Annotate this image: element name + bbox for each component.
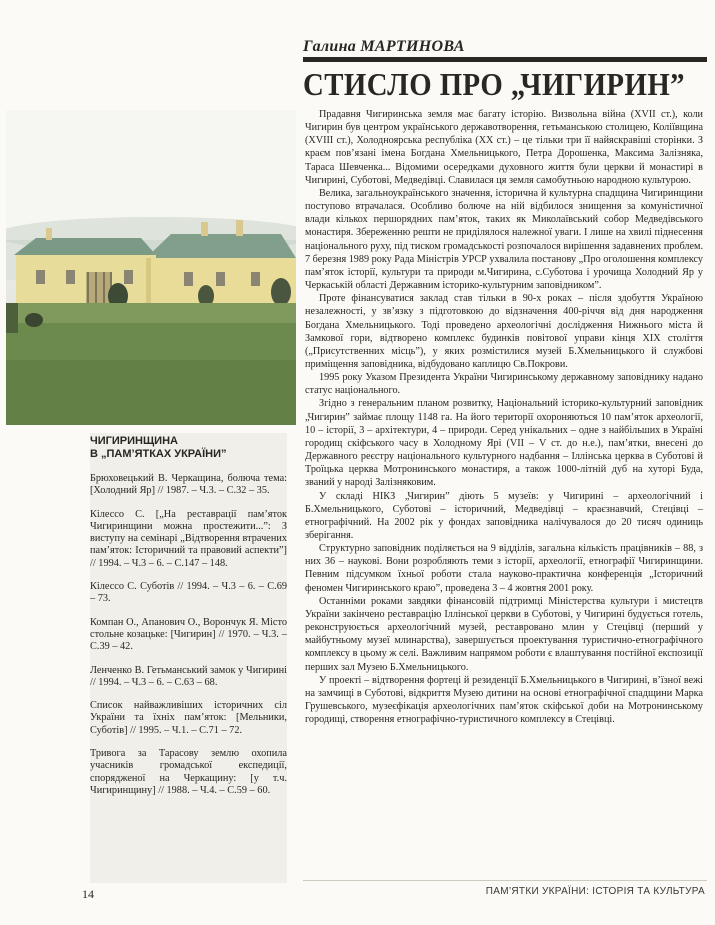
article-paragraph: У проекті – відтворення фортеці й резиденції Б.Хмельницького в Чигирині, в’їзної вежі на замчищі в Суботові, відкриття Музею дитини на основі етнографічної спадщини Марка Грушевського, музеєфікація археологічних пам’яток скіфської доби на Мотронинському городищі, створення етнографічно-туристичного комплексу в Стецівці. xyxy=(305,674,703,726)
reference-list xyxy=(90,473,287,808)
article-body xyxy=(305,108,703,878)
building-photo-icon xyxy=(6,110,296,425)
reference-item: Компан О., Апанович О., Ворончук Я. Місто стольне козацьке: [Чигирин] // 1970. – Ч.3. – С.39 – 42. xyxy=(90,616,287,653)
sidebar-heading xyxy=(90,435,287,461)
article-title xyxy=(303,64,707,104)
reference-item: Тривога за Тарасову землю охопила учасників громадської експедиції, спорядженої на Черкащину: [у т.ч. Чигиринщину] // 1988. – Ч.4. – С.59 – 60. xyxy=(90,748,287,796)
reference-item: Кілессо С. [„На реставрації пам’яток Чигиринщини можна простежити...”: З виступу на семінарі „Відтворення втрачених пам’яток: Історичний та правовий аспекти”] // 1994. – Ч.3 – 6. – С.147 – 148. xyxy=(90,508,287,569)
bibliography-sidebar xyxy=(90,433,287,883)
footer-rule xyxy=(303,880,707,881)
article-paragraph: Проте фінансуватися заклад став тільки в 90-х роках – після здобуття Україною незалежності, у зв’язку з підготовкою до відзначення 400-річчя від дня народження Богдана Хмельницького. Тоді проведено археологічні дослідження Нижнього міста й Замкової гори, відтворено комплекс будинків повітової управи кінця XIX століття („Присутственних місць”), у яких розмістилися музей Б.Хмельницького й службові приміщення заповідника, відбудовано каплицю Св.Покрови. xyxy=(305,293,703,370)
article-title-text: СТИСЛО ПРО „ЧИГИРИН” xyxy=(303,66,686,102)
sidebar-heading-line2: В „ПАМ’ЯТКАХ УКРАЇНИ” xyxy=(90,448,227,460)
reference-item: Список найважливіших історичних сіл України та їхніх пам’яток: [Мельники, Суботів] // 1995. – Ч.1. – С.71 – 72. xyxy=(90,700,287,736)
article-paragraph: Прадавня Чигиринська земля має багату історію. Визвольна війна (XVII ст.), коли Чигирин був центром українського державотворення, гетьманською столицею, Коліївщина (XVIII ст.), Холодноярська республіка (XX ст.) – це тільки три її найяскравіші сторінки. З краєм пов’язані імена Богдана Хмельницького, Петра Дорошенка, Максима Залізняка, Тараса Шевченка... Відомими осередками духовного життя були церкви й монастирі в Чигирині, Суботові, Медведівці. Славилася ця земля самобутньою народною культурою. xyxy=(305,109,703,186)
article-paragraph: Згідно з генеральним планом розвитку, Національний історико-культурний заповідник „Чигирин” займає площу 1148 га. На його території охороняються 10 пам’яток археології, 10 – історії, 3 – архітектури, 4 – природи. Серед унікальних – одне з найбільших в Україні городищ скіфського часу в Холодному Ярі (VII – V ст. до н.е.), пам’ятки, внесені до Державного реєстру національного культурного надбання – Іллінська церква в Суботові й Троїцька церква Мотронинського монастиря, а також 1000-літній дуб на хуторі Буда, званий у народі Залізняковим. xyxy=(305,398,703,489)
article-paragraph: Останніми роками завдяки фінансовій підтримці Міністерства культури і мистецтв України закінчено реставрацію Іллінської церкви в Суботові, у Чигирині будується готель, реконструюється археологічний музей, реставровано млин у Стецівці (перший у майбутньому музеї млинарства), завершується проектування туристично-етнографічного комплексу в цьому ж селі. Важливим напрямом роботи є влаштування постійної експозиції перших зал Музею Б.Хмельницького. xyxy=(305,595,703,673)
building-photo xyxy=(6,110,296,425)
sidebar-heading-line1: ЧИГИРИНЩИНА xyxy=(90,435,178,447)
article-paragraph: У складі НІКЗ „Чигирин” діють 5 музеїв: у Чигирині – археологічний і Б.Хмельницького, Суботові – історичний, Медведівці – краєзнавчий, Стецівці – етнографічний. На 2002 рік у фондах заповідника налічувалося до 20 тисяч одиниць зберігання. xyxy=(305,490,703,541)
article-paragraph: Велика, загальноукраїнського значення, історична й культурна спадщина Чигиринщини поступово втрачалася. Особливо болюче на ній відбилося знищення за комуністичної влади кількох першорядних пам’яток, таких як Миколаївський собор Медведівського монастиря. Збереженню решти не приділялося належної уваги. І лише на хвилі піднесення національного руху, під тиском громадськості розпочалося вирішення задавнених проблем. 7 березня 1989 року Рада Міністрів УРСР ухвалила постанову „Про оголошення комплексу пам’яток історії, культури та природи м.Чигирина, с.Суботова і урочища Холодний Яр у Черкаській області Державним історико-культурним заповідником”. xyxy=(305,187,703,292)
reference-item: Кілессо С. Суботів // 1994. – Ч.3 – 6. – С.69 – 73. xyxy=(90,581,287,605)
article-paragraph: Структурно заповідник поділяється на 9 відділів, загальна кількість працівників – 88, з них 36 – наукові. Вони розробляють теми з історії, археології, етнографії Чигиринщини. Певним підсумком їхньої роботи стала науково-практична конференція „Історичний феномен Чигиринського краю”, проведена 3 – 4 жовтня 2001 року. xyxy=(305,543,703,594)
reference-item: Ленченко В. Гетьманський замок у Чигирині // 1994. – Ч.3 – 6. – С.63 – 68. xyxy=(90,664,287,688)
journal-footer: ПАМ’ЯТКИ УКРАЇНИ: ІСТОРІЯ ТА КУЛЬТУРА xyxy=(485,886,705,897)
article-paragraph: 1995 року Указом Президента України Чигиринському державному заповіднику надано статус національного. xyxy=(305,372,703,397)
page-number: 14 xyxy=(82,887,94,901)
reference-item: Брюховецький В. Черкащина, болюча тема: [Холодний Яр] // 1987. – Ч.3. – С.32 – 35. xyxy=(90,473,287,497)
title-rule xyxy=(303,57,707,62)
article-author: Галина МАРТИНОВА xyxy=(303,38,465,55)
